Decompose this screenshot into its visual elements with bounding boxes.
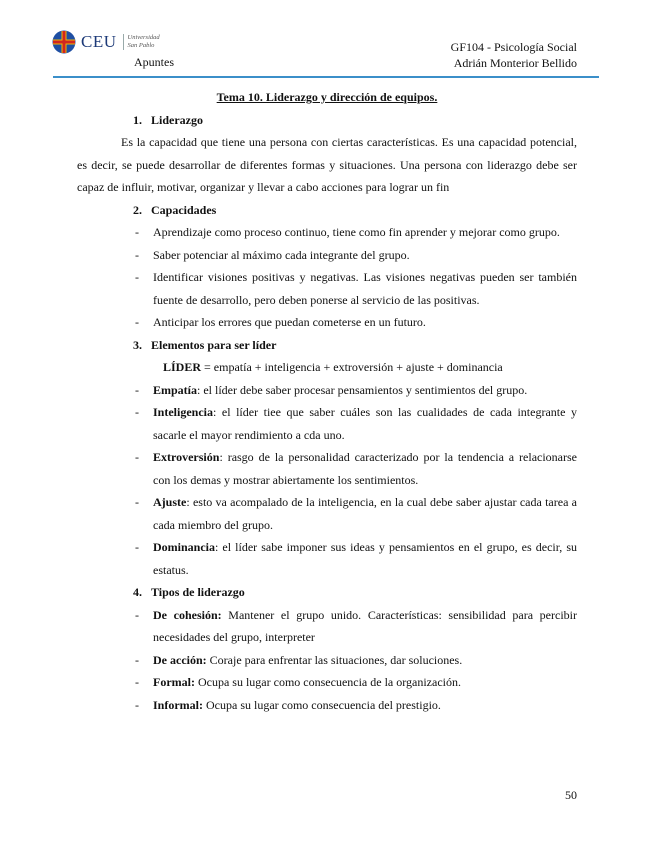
ceu-cross-icon — [52, 30, 76, 54]
list-item: - Saber potenciar al máximo cada integrante del grupo. — [135, 247, 410, 262]
header-apuntes: Apuntes — [134, 55, 174, 69]
logo-text: CEU — [81, 32, 117, 51]
list-item: - Dominancia: el líder sabe imponer sus ideas y pensamientos en el grupo, es decir, su estatus. — [135, 540, 577, 577]
list-item: - Aprendizaje como proceso continuo, tiene como fin aprender y mejorar como grupo. — [135, 225, 560, 239]
ceu-logo — [52, 28, 182, 56]
list-item: - Identificar visiones positivas y negativas. Las visiones negativas pueden ser también fuente de desarrollo, pero deben ponerse al servicio de las positivas. — [135, 270, 577, 307]
section-heading: 2. Capacidades — [133, 202, 217, 217]
document-body — [77, 86, 577, 716]
list-item: - Formal: Ocupa su lugar como consecuencia de la organización. — [135, 675, 461, 689]
section-heading: 4. Tipos de liderazgo — [133, 585, 245, 599]
list-item: - De acción: Coraje para enfrentar las situaciones, dar soluciones. — [135, 652, 463, 667]
list-item: - Inteligencia: el líder tiee que saber cuáles son las cualidades de cada integrante y sacarle el mayor rendimiento a cda uno. — [135, 405, 577, 442]
list-item: - Empatía: el líder debe saber procesar pensamientos y sentimientos del grupo. — [135, 382, 528, 397]
header-divider — [53, 76, 599, 78]
section-heading: 1. Liderazgo — [133, 112, 203, 127]
course-name: GF104 - Psicología Social — [450, 40, 577, 54]
list-item: - Ajuste: esto va acompalado de la inteligencia, en la cual debe saber ajustar cada tarea a cada miembro del grupo. — [135, 495, 577, 532]
list-item: - De cohesión: Mantener el grupo unido. Características: sensibilidad para percibir necesidades del grupo, interpreter — [135, 607, 577, 644]
leader-formula: LÍDER = empatía + inteligencia + extroversión + ajuste + dominancia — [163, 360, 503, 374]
header-right — [451, 39, 577, 71]
page-number: 50 — [565, 788, 577, 802]
list-item: - Extroversión: rasgo de la personalidad caracterizado por la tendencia a relacionarse con los demas y mostrar abiertamente los sentimientos. — [135, 450, 577, 487]
page-title: Tema 10. Liderazgo y dirección de equipos. — [216, 90, 438, 104]
list-item: - Anticipar los errores que puedan cometerse en un futuro. — [135, 315, 426, 329]
author-name: Adrián Monterior Bellido — [453, 56, 577, 70]
section-heading: 3. Elementos para ser líder — [133, 337, 277, 352]
paragraph-liderazgo: Es la capacidad que tiene una persona con ciertas características. Es una capacidad potencial, es decir, se puede desarrollar de diferentes formas y situaciones. Una persona con liderazgo debe ser capaz de influir, motivar, organizar y llevar a cabo acciones para lograr un fin — [77, 135, 577, 194]
list-item: - Informal: Ocupa su lugar como consecuencia del prestigio. — [135, 697, 441, 712]
logo-subtitle: Universidad San Pablo — [123, 34, 160, 50]
